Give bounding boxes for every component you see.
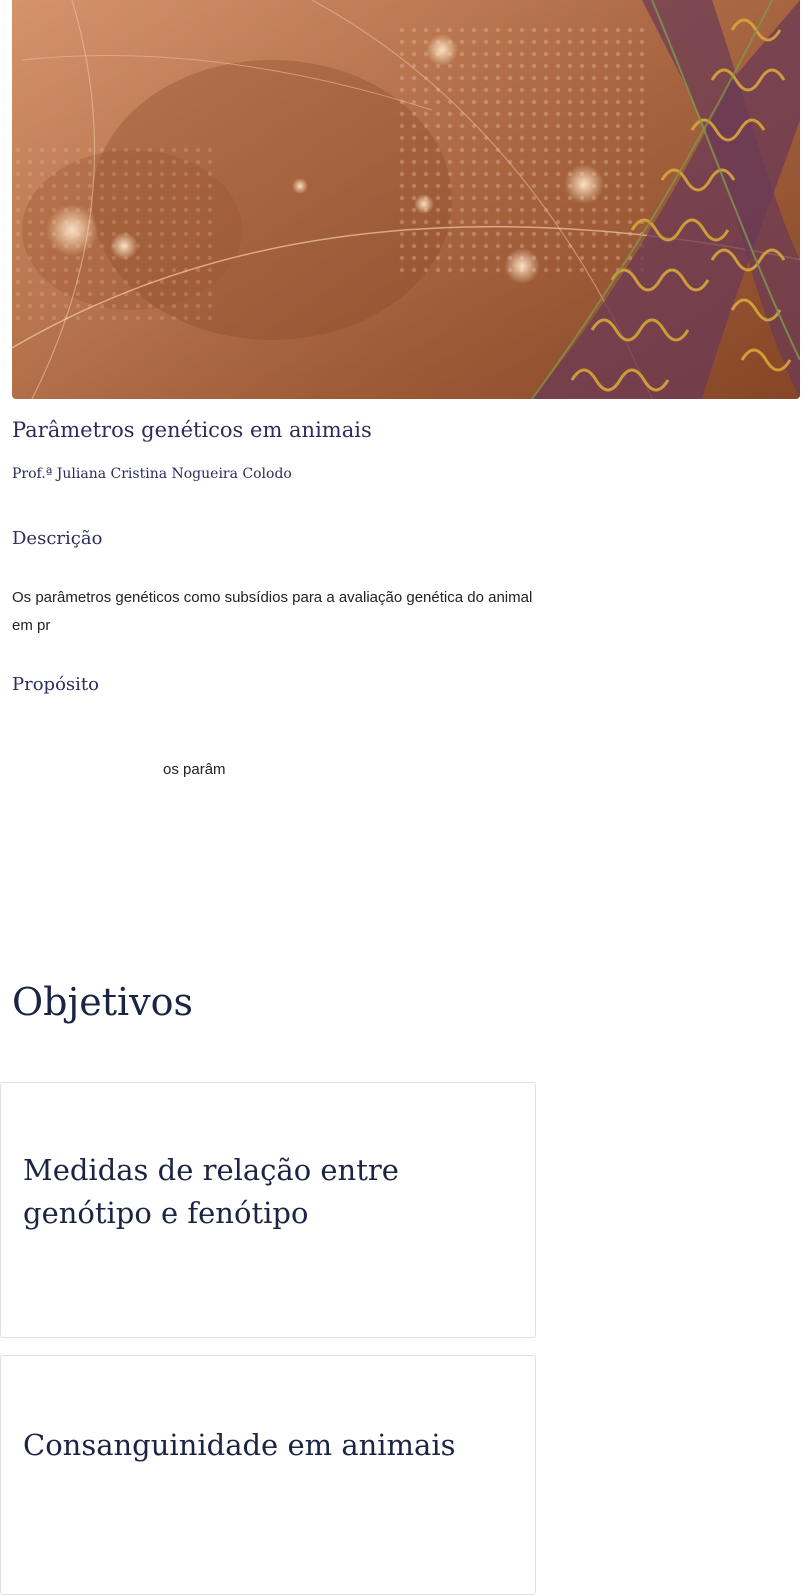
- page-title: Parâmetros genéticos em animais: [12, 418, 372, 442]
- description-heading: Descrição: [12, 528, 103, 549]
- objective-card-title: Consanguinidade em animais: [23, 1428, 456, 1462]
- description-text: Os parâmetros genéticos como subsídios para a avaliação genética do animal em pr: [12, 589, 533, 634]
- objectives-title: Objetivos: [12, 980, 194, 1024]
- purpose-text: os parâm: [163, 761, 226, 778]
- objective-card[interactable]: [0, 1355, 536, 1595]
- hero-banner-image: [12, 0, 800, 399]
- purpose-heading: Propósito: [12, 674, 99, 695]
- author-name: Prof.ª Juliana Cristina Nogueira Colodo: [12, 466, 292, 482]
- objective-card[interactable]: [0, 1082, 536, 1338]
- objective-card-title: Medidas de relação entre genótipo e fenótipo: [23, 1153, 399, 1230]
